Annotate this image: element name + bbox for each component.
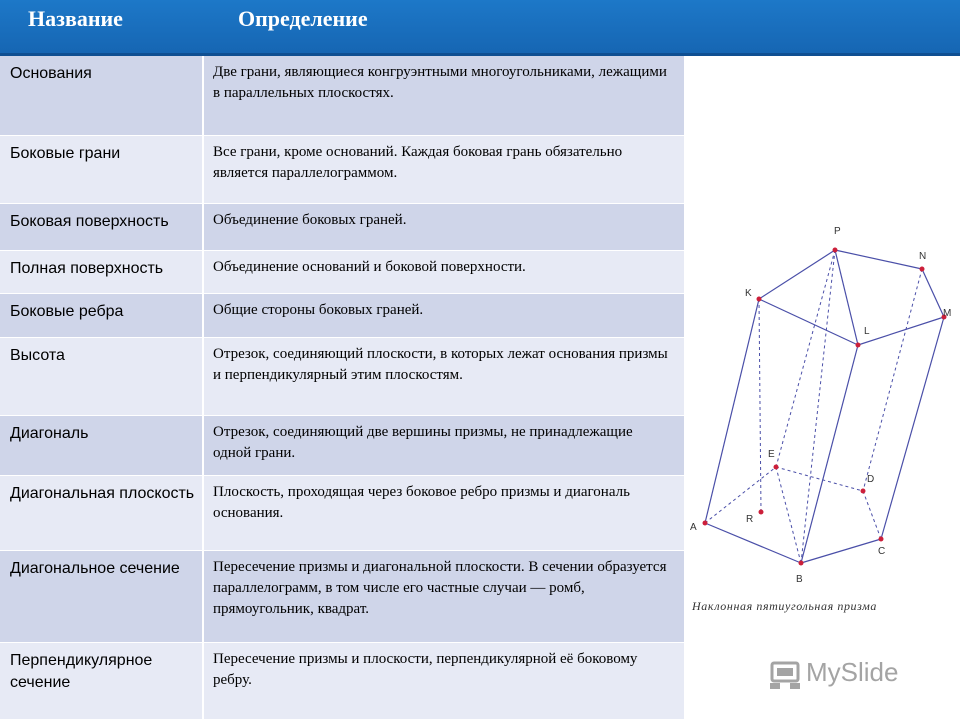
header-definition: Определение bbox=[238, 6, 368, 31]
vertex-label-b: B bbox=[796, 574, 803, 585]
definition-cell: Объединение боковых граней. bbox=[204, 204, 684, 250]
vertex-label-a: A bbox=[690, 522, 697, 533]
definition-cell: Общие стороны боковых граней. bbox=[204, 294, 684, 337]
classroom-icon bbox=[768, 657, 804, 693]
table-row bbox=[0, 136, 684, 204]
table-row bbox=[0, 476, 684, 551]
definition-cell: Все грани, кроме оснований. Каждая боковая грань обязательно является параллелограммом. bbox=[204, 136, 684, 203]
watermark bbox=[766, 655, 936, 695]
table-row bbox=[0, 204, 684, 251]
term-cell: Основания bbox=[0, 56, 203, 135]
vertex-label-r: R bbox=[746, 514, 754, 525]
definition-cell: Пересечение призмы и плоскости, перпендикулярной её боковому ребру. bbox=[204, 643, 684, 719]
table-row bbox=[0, 338, 684, 416]
definition-cell: Две грани, являющиеся конгруэнтными многоугольниками, лежащими в параллельных плоскостях. bbox=[204, 56, 684, 135]
definition-cell: Отрезок, соединяющий плоскости, в которых лежат основания призмы и перпендикулярный этим плоскостям. bbox=[204, 338, 684, 415]
term-cell: Перпендикулярное сечение bbox=[0, 643, 203, 719]
vertex-label-l: L bbox=[864, 326, 870, 337]
table-row bbox=[0, 294, 684, 338]
term-cell: Диагональная плоскость bbox=[0, 476, 203, 550]
table-header bbox=[0, 0, 960, 56]
table-row bbox=[0, 251, 684, 294]
vertex-label-c: C bbox=[878, 546, 886, 557]
term-cell: Диагональ bbox=[0, 416, 203, 475]
definition-cell: Пересечение призмы и диагональной плоскости. В сечении образуется параллелограмм, в том числе его частные случаи — ромб, прямоугольник, квадрат. bbox=[204, 551, 684, 642]
vertex-label-d: D bbox=[867, 474, 875, 485]
term-cell: Боковые ребра bbox=[0, 294, 203, 337]
term-cell: Боковая поверхность bbox=[0, 204, 203, 250]
definition-cell: Плоскость, проходящая через боковое ребро призмы и диагональ основания. bbox=[204, 476, 684, 550]
vertex-label-e: E bbox=[768, 449, 775, 460]
vertex-label-n: N bbox=[919, 251, 927, 262]
vertex-label-p: P bbox=[834, 226, 841, 237]
term-cell: Диагональное сечение bbox=[0, 551, 203, 642]
vertex-label-m: M bbox=[943, 308, 952, 319]
header-name: Название bbox=[28, 6, 123, 31]
watermark-text: MySlide bbox=[806, 657, 899, 687]
definition-cell: Объединение оснований и боковой поверхности. bbox=[204, 251, 684, 293]
table-row bbox=[0, 56, 684, 136]
term-cell: Полная поверхность bbox=[0, 251, 203, 293]
table-row bbox=[0, 416, 684, 476]
vertex-label-k: K bbox=[745, 288, 752, 299]
term-cell: Боковые грани bbox=[0, 136, 203, 203]
table-row bbox=[0, 551, 684, 643]
definition-cell: Отрезок, соединяющий две вершины призмы, не принадлежащие одной грани. bbox=[204, 416, 684, 475]
prism-diagram bbox=[686, 212, 960, 612]
table-row bbox=[0, 643, 684, 720]
figure-caption: Наклонная пятиугольная призма bbox=[692, 599, 878, 613]
term-cell: Высота bbox=[0, 338, 203, 415]
